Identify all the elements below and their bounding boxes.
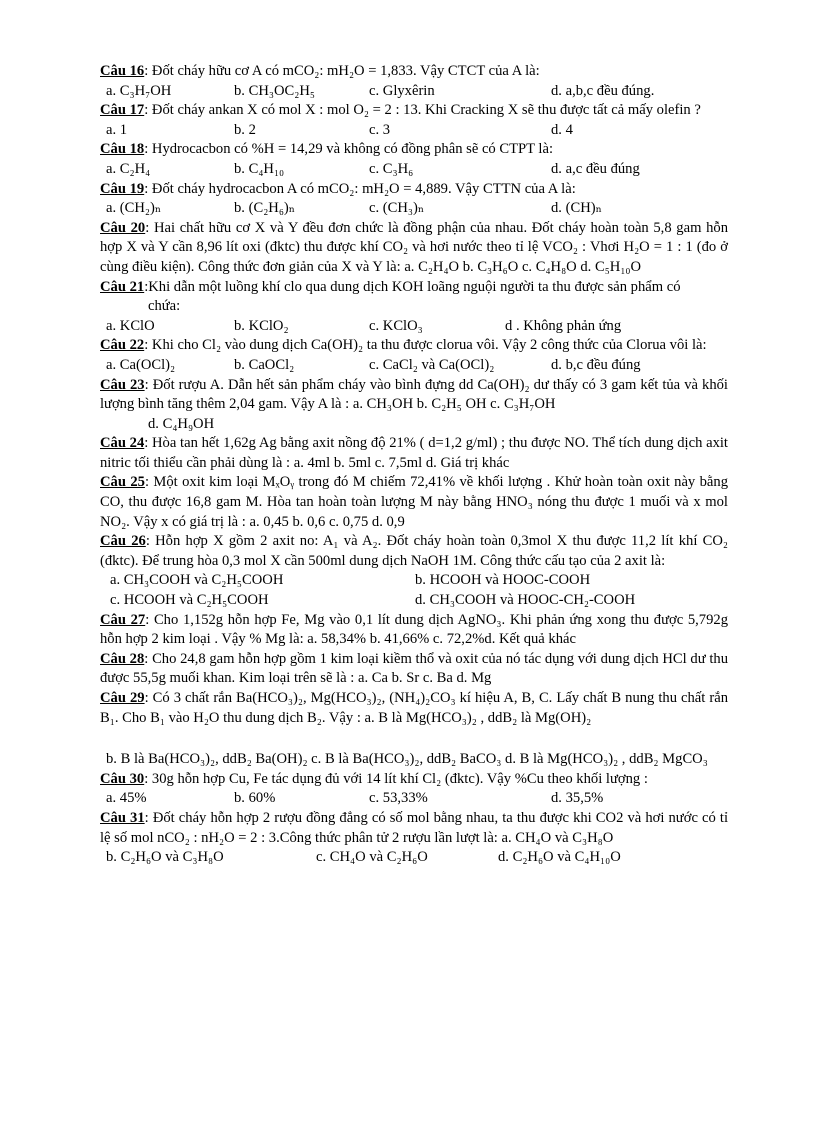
option-b: b. 60%	[234, 790, 276, 807]
question-text: Khi dẫn một luồng khí clo qua dung dịch KOH loãng nguội người ta thu được sản phẩm có	[148, 278, 681, 295]
question-label: Câu 17	[100, 102, 145, 119]
question-31: Câu 31: Đốt cháy hỗn hợp 2 rượu đồng đẳng có số mol bằng nhau, ta thu được khi CO2 và hơi nước có tỉ lệ số mol nCO₂ : nH₂O = 2 : 3.Công thức phân tử 2 rượu lần lượt là: a. CH₄O và C₃H₈O	[100, 809, 728, 846]
question-text: Đốt cháy hỗn hợp 2 rượu đồng đẳng có số mol bằng nhau, ta thu được khi CO2 và hơi nước có tỉ lệ số mol nCO₂ : nH₂O = 2 : 3.Công thức phân tử 2 rượu lần lượt là: a. CH₄O và C₃H₈O	[100, 809, 728, 846]
question-21: Câu 21:Khi dẫn một luồng khí clo qua dung dịch KOH loãng nguội người ta thu được sản phẩm có	[100, 278, 681, 295]
option-a: a. (CH₂)ₙ	[106, 200, 162, 217]
option-b: b. C₂H₆O và C₃H₈O	[106, 849, 224, 866]
question-text: Hydrocacbon có %H = 14,29 và không có đồng phân sẽ có CTPT là:	[148, 141, 554, 158]
option-a: a. C₃H₇OH	[106, 82, 172, 99]
question-26: Câu 26: Hỗn hợp X gồm 2 axit no: A₁ và A₂. Đốt cháy hoàn toàn 0,3mol X thu được 11,2 lít khí CO₂ (đktc). Để trung hòa 0,3 mol X cần 500ml dung dịch NaOH 1M. Công thức cấu tạo của 2 axit là:	[100, 533, 728, 569]
question-label: Câu 31	[100, 809, 145, 826]
question-label: Câu 25	[100, 474, 145, 491]
question-text: Cho 1,152g hỗn hợp Fe, Mg vào 0,1 lít dung dịch AgNO₃. Khi phản ứng xong thu được 5,792g hỗn hợp 2 kim loại . Vậy % Mg là: a. 58,34% b. 41,66% c. 72,2%d. Kết quả khác	[100, 611, 728, 648]
option-c: c. 53,33%	[369, 790, 428, 807]
question-label: Câu 29	[100, 690, 145, 706]
question-label: Câu 19	[100, 180, 145, 197]
option-b: b. 2	[234, 121, 256, 138]
spacer	[100, 728, 728, 750]
option-b: b. (C₂H₆)ₙ	[234, 200, 296, 217]
option-d: d . Không phản ứng	[505, 317, 622, 334]
option-d: d. b,c đều đúng	[551, 356, 641, 373]
question-label: Câu 30	[100, 770, 145, 787]
question-30: Câu 30: 30g hỗn hợp Cu, Fe tác dụng đủ với 14 lít khí Cl₂ (đktc). Vậy %Cu theo khối lượng :	[100, 770, 648, 787]
question-text-continued: d. C₄H₉OH	[148, 415, 215, 432]
question-20: Câu 20: Hai chất hữu cơ X và Y đều đơn chức là đồng phận của nhau. Đốt cháy hoàn toàn 5,8 gam hỗn hợp X và Y cần 8,96 lít oxi (đktc) thu được khí CO₂ và hơi nước theo tỉ lệ VCO₂ : Vhơi H₂O = 1 : 1 (đo ở cùng điều kiện). Công thức đơn giản của X và Y là: a. C₂H₄O b. C₃H₆O c. C₄H₈O d. C₅H₁₀O	[100, 219, 728, 275]
option-c: c. CaCl₂ và Ca(OCl)₂	[369, 356, 495, 373]
question-27: Câu 27: Cho 1,152g hỗn hợp Fe, Mg vào 0,1 lít dung dịch AgNO₃. Khi phản ứng xong thu được 5,792g hỗn hợp 2 kim loại . Vậy % Mg là: a. 58,34% b. 41,66% c. 72,2%d. Kết quả khác	[100, 611, 728, 648]
options-16	[100, 82, 728, 102]
option-c: c. C₃H₆	[369, 160, 414, 177]
question-label: Câu 22	[100, 337, 145, 354]
option-a: a. 45%	[106, 790, 147, 807]
question-label: Câu 26	[100, 533, 146, 550]
option-c: c. (CH₃)ₙ	[369, 200, 425, 217]
question-text: Khi cho Cl₂ vào dung dịch Ca(OH)₂ ta thu được clorua vôi. Vậy 2 công thức của Clorua vôi là:	[148, 337, 707, 354]
question-text: Cho 24,8 gam hỗn hợp gồm 1 kim loại kiềm thổ và oxit của nó tác dụng với dung dịch HCl dư thu được 55,5g muối khan. Kim loại trên sẽ là : a. Ca b. Sr c. Ba d. Mg	[100, 650, 728, 687]
options-31	[100, 848, 728, 868]
options-22	[100, 356, 728, 376]
question-text: Hòa tan hết 1,62g Ag bằng axit nồng độ 21% ( d=1,2 g/ml) ; thu được NO. Thể tích dung dịch axit nitric tối thiểu cần phải dùng là : a. 4ml b. 5ml c. 7,5ml d. Giá trị khác	[100, 435, 728, 471]
option-c: c. CH₄O và C₂H₆O	[316, 849, 428, 866]
options-30	[100, 789, 728, 809]
question-label: Câu 16	[100, 63, 145, 79]
question-19: Câu 19: Đốt cháy hydrocacbon A có mCO₂: mH₂O = 4,889. Vậy CTTN của A là:	[100, 180, 576, 197]
question-label: Câu 24	[100, 435, 145, 452]
option-d: d. 4	[551, 121, 573, 138]
option-b: b. CaOCl₂	[234, 356, 295, 373]
options-26-row-1	[100, 571, 728, 591]
question-28: Câu 28: Cho 24,8 gam hỗn hợp gồm 1 kim loại kiềm thổ và oxit của nó tác dụng với dung dịch HCl dư thu được 55,5g muối khan. Kim loại trên sẽ là : a. Ca b. Sr c. Ba d. Mg	[100, 650, 728, 687]
options-17	[100, 121, 728, 141]
option-b: b. HCOOH và HOOC-COOH	[415, 572, 591, 589]
question-text: Đốt rượu A. Dẫn hết sản phẩm cháy vào bình đựng dd Ca(OH)₂ dư thấy có 3 gam kết tủa và khối lượng bình tăng thêm 2,04 gam. Vậy A là : a. CH₃OH b. C₂H₅ OH c. C₃H₇OH	[100, 376, 728, 413]
option-a: a. Ca(OCl)₂	[106, 356, 176, 373]
option-c: c. 3	[369, 121, 391, 138]
question-text: Đốt cháy ankan X có mol X : mol O₂ = 2 : 13. Khi Cracking X sẽ thu được tất cả mấy olefin ?	[148, 102, 701, 119]
options-19	[100, 199, 728, 219]
question-25: Câu 25: Một oxit kim loại MₓOᵧ trong đó M chiếm 72,41% về khối lượng . Khử hoàn toàn oxit này bằng CO, thu được 16,8 gam M. Hòa tan hoàn toàn lượng M này bằng HNO₃ nóng thu được 1 muối và x mol NO₂. Vậy x có giá trị là : a. 0,45 b. 0,6 c. 0,75 d. 0,9	[100, 474, 728, 530]
question-text: Hỗn hợp X gồm 2 axit no: A₁ và A₂. Đốt cháy hoàn toàn 0,3mol X thu được 11,2 lít khí CO₂ (đktc). Để trung hòa 0,3 mol X cần 500ml dung dịch NaOH 1M. Công thức cấu tạo của 2 axit là:	[100, 533, 728, 569]
question-label: Câu 28	[100, 650, 145, 667]
question-label: Câu 20	[100, 219, 146, 236]
option-a: a. KClO	[106, 317, 155, 334]
question-text: Đốt cháy hữu cơ A có mCO₂: mH₂O = 1,833. Vậy CTCT của A là:	[148, 63, 540, 79]
option-d: d. CH₃COOH và HOOC-CH₂-COOH	[415, 592, 636, 609]
question-label: Câu 23	[100, 376, 145, 393]
option-d: d. a,b,c đều đúng.	[551, 82, 655, 99]
question-label: Câu 27	[100, 611, 146, 628]
option-d: d. (CH)ₙ	[551, 200, 602, 217]
question-24: Câu 24: Hòa tan hết 1,62g Ag bằng axit nồng độ 21% ( d=1,2 g/ml) ; thu được NO. Thể tích dung dịch axit nitric tối thiểu cần phải dùng là : a. 4ml b. 5ml c. 7,5ml d. Giá trị khác	[100, 435, 728, 471]
question-17: Câu 17: Đốt cháy ankan X có mol X : mol O₂ = 2 : 13. Khi Cracking X sẽ thu được tất cả mấy olefin ?	[100, 102, 701, 119]
question-label: Câu 21	[100, 278, 145, 295]
option-c: c. Glyxêrin	[369, 82, 435, 99]
options-26-row-2	[100, 591, 728, 611]
option-d: d. a,c đều đúng	[551, 160, 640, 177]
option-b: b. C₄H₁₀	[234, 160, 285, 177]
question-29: Câu 29: Có 3 chất rắn Ba(HCO₃)₂, Mg(HCO₃)₂, (NH₄)₂CO₃ kí hiệu A, B, C. Lấy chất B nung thu chất rắn B₁. Cho B₁ vào H₂O thu dung dịch B₂. Vậy : a. B là Mg(HCO₃)₂ , ddB₂ là Mg(OH)₂	[100, 690, 728, 726]
option-b: b. KClO₂	[234, 317, 289, 334]
question-22: Câu 22: Khi cho Cl₂ vào dung dịch Ca(OH)₂ ta thu được clorua vôi. Vậy 2 công thức của Clorua vôi là:	[100, 337, 707, 354]
question-16: Câu 16: Đốt cháy hữu cơ A có mCO₂: mH₂O = 1,833. Vậy CTCT của A là:	[100, 63, 540, 79]
question-text: Một oxit kim loại MₓOᵧ trong đó M chiếm 72,41% về khối lượng . Khử hoàn toàn oxit này bằng CO, thu được 16,8 gam M. Hòa tan hoàn toàn lượng M này bằng HNO₃ nóng thu được 1 muối và x mol NO₂. Vậy x có giá trị là : a. 0,45 b. 0,6 c. 0,75 d. 0,9	[100, 474, 728, 530]
question-29-options-continued: b. B là Ba(HCO₃)₂, ddB₂ Ba(OH)₂ c. B là Ba(HCO₃)₂, ddB₂ BaCO₃ d. B là Mg(HCO₃)₂ , ddB₂ MgCO₃	[106, 751, 708, 768]
option-d: d. 35,5%	[551, 790, 604, 807]
question-label: Câu 18	[100, 141, 145, 158]
question-text: Có 3 chất rắn Ba(HCO₃)₂, Mg(HCO₃)₂, (NH₄)₂CO₃ kí hiệu A, B, C. Lấy chất B nung thu chất rắn B₁. Cho B₁ vào H₂O thu dung dịch B₂. Vậy : a. B là Mg(HCO₃)₂ , ddB₂ là Mg(OH)₂	[100, 690, 728, 726]
option-a: a. CH₃COOH và C₂H₅COOH	[110, 572, 284, 589]
option-d: d. C₂H₆O và C₄H₁₀O	[498, 849, 621, 866]
question-text: Đốt cháy hydrocacbon A có mCO₂: mH₂O = 4,889. Vậy CTTN của A là:	[148, 180, 576, 197]
question-23: Câu 23: Đốt rượu A. Dẫn hết sản phẩm cháy vào bình đựng dd Ca(OH)₂ dư thấy có 3 gam kết tủa và khối lượng bình tăng thêm 2,04 gam. Vậy A là : a. CH₃OH b. C₂H₅ OH c. C₃H₇OH	[100, 376, 728, 413]
question-text: 30g hỗn hợp Cu, Fe tác dụng đủ với 14 lít khí Cl₂ (đktc). Vậy %Cu theo khối lượng :	[148, 770, 648, 787]
option-c: c. KClO₃	[369, 317, 423, 334]
option-c: c. HCOOH và C₂H₅COOH	[110, 592, 269, 609]
options-18	[100, 160, 728, 180]
question-text: Hai chất hữu cơ X và Y đều đơn chức là đồng phận của nhau. Đốt cháy hoàn toàn 5,8 gam hỗn hợp X và Y cần 8,96 lít oxi (đktc) thu được khí CO₂ và hơi nước theo tỉ lệ VCO₂ : Vhơi H₂O = 1 : 1 (đo ở cùng điều kiện). Công thức đơn giản của X và Y là: a. C₂H₄O b. C₃H₆O c. C₄H₈O d. C₅H₁₀O	[100, 219, 728, 275]
option-a: a. 1	[106, 121, 128, 138]
option-b: b. CH₃OC₂H₅	[234, 82, 315, 99]
option-a: a. C₂H₄	[106, 160, 151, 177]
question-text-continued: chứa:	[148, 298, 181, 315]
options-21	[100, 317, 728, 337]
question-18: Câu 18: Hydrocacbon có %H = 14,29 và không có đồng phân sẽ có CTPT là:	[100, 141, 554, 158]
